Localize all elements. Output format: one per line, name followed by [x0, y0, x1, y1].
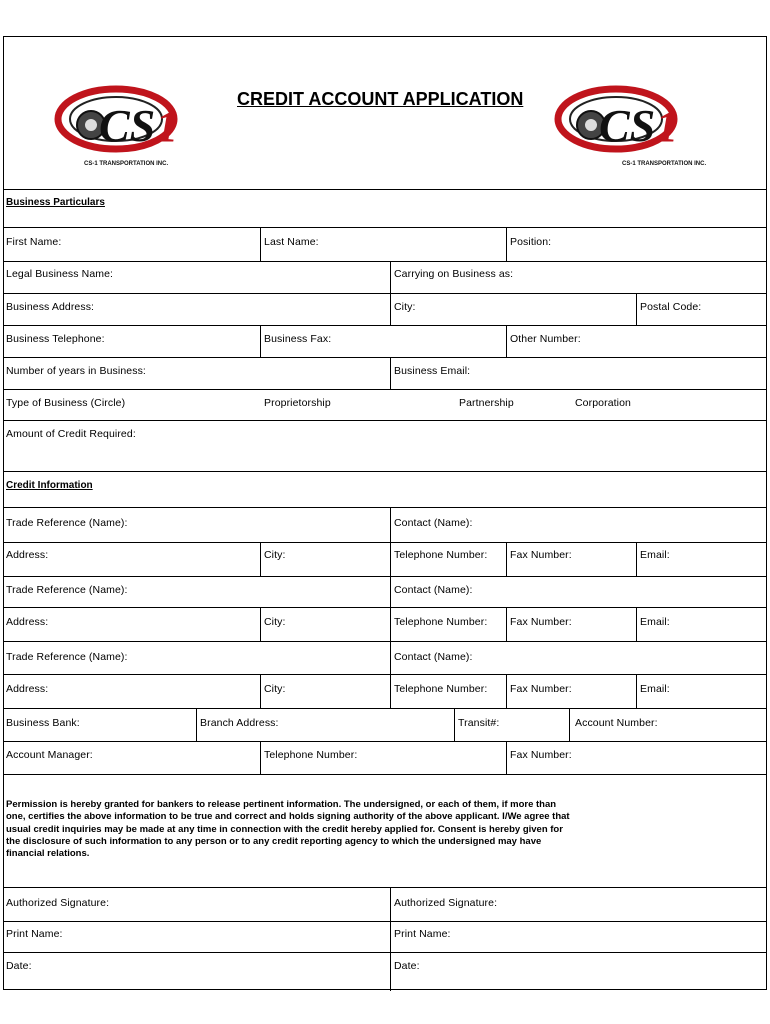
divider — [636, 542, 637, 576]
credit-application-form — [3, 36, 767, 990]
business-fax-field[interactable]: Business Fax: — [264, 333, 332, 345]
permission-line: Permission is hereby granted for bankers to release pertinent information. The undersigned, or each of them, if more than — [6, 799, 557, 810]
bank-fax-field[interactable]: Fax Number: — [510, 749, 572, 761]
page-title: CREDIT ACCOUNT APPLICATION — [237, 89, 524, 109]
proprietorship-option[interactable]: Proprietorship — [264, 397, 331, 409]
divider — [4, 741, 766, 742]
divider — [506, 325, 507, 357]
contact-3-field[interactable]: Contact (Name): — [394, 651, 473, 663]
credit-required-field[interactable]: Amount of Credit Required: — [6, 428, 136, 440]
section-business-particulars: Business Particulars — [6, 197, 105, 208]
business-bank-field[interactable]: Business Bank: — [6, 717, 80, 729]
divider — [260, 542, 261, 576]
fax-1-field[interactable]: Fax Number: — [510, 549, 572, 561]
svg-text:CS: CS — [99, 100, 156, 151]
divider — [4, 774, 766, 775]
divider — [4, 189, 766, 190]
divider — [4, 357, 766, 358]
telephone-1-field[interactable]: Telephone Number: — [394, 549, 488, 561]
divider — [4, 507, 766, 508]
years-in-business-field[interactable]: Number of years in Business: — [6, 365, 146, 377]
divider — [4, 952, 766, 953]
divider — [636, 293, 637, 325]
first-name-field[interactable]: First Name: — [6, 236, 62, 248]
email-2-field[interactable]: Email: — [640, 616, 670, 628]
divider — [4, 887, 766, 888]
business-email-field[interactable]: Business Email: — [394, 365, 471, 377]
authorized-signature-1-field[interactable]: Authorized Signature: — [6, 897, 110, 909]
telephone-3-field[interactable]: Telephone Number: — [394, 683, 488, 695]
carrying-on-business-field[interactable]: Carrying on Business as: — [394, 268, 514, 280]
bank-telephone-field[interactable]: Telephone Number: — [264, 749, 358, 761]
divider — [390, 887, 391, 991]
divider — [506, 542, 507, 576]
logo-caption-left: CS-1 TRANSPORTATION INC. — [84, 161, 169, 167]
telephone-2-field[interactable]: Telephone Number: — [394, 616, 488, 628]
svg-text:1: 1 — [156, 102, 178, 151]
divider — [4, 420, 766, 421]
divider — [506, 674, 507, 708]
postal-code-field[interactable]: Postal Code: — [640, 301, 702, 313]
branch-address-field[interactable]: Branch Address: — [200, 717, 279, 729]
divider — [4, 542, 766, 543]
transit-field[interactable]: Transit#: — [458, 717, 500, 729]
divider — [569, 708, 570, 741]
logo-caption-right: CS-1 TRANSPORTATION INC. — [622, 161, 707, 167]
account-number-field[interactable]: Account Number: — [575, 717, 658, 729]
trade-reference-1-field[interactable]: Trade Reference (Name): — [6, 517, 128, 529]
business-telephone-field[interactable]: Business Telephone: — [6, 333, 105, 345]
company-logo-left — [44, 67, 219, 187]
date-1-field[interactable]: Date: — [6, 960, 32, 972]
city-2-field[interactable]: City: — [264, 616, 286, 628]
divider — [260, 607, 261, 641]
city-field[interactable]: City: — [394, 301, 416, 313]
divider — [506, 607, 507, 641]
permission-line: usual credit inquiries may be made at any time in connection with the credit hereby applied for. Consent is hereby given for — [6, 823, 563, 835]
divider — [636, 674, 637, 708]
last-name-field[interactable]: Last Name: — [264, 236, 319, 248]
print-name-1-field[interactable]: Print Name: — [6, 928, 63, 940]
divider — [4, 576, 766, 577]
svg-text:CS: CS — [599, 100, 656, 151]
company-logo-right — [544, 67, 719, 187]
fax-2-field[interactable]: Fax Number: — [510, 616, 572, 628]
contact-2-field[interactable]: Contact (Name): — [394, 584, 473, 596]
divider — [4, 674, 766, 675]
type-of-business-label: Type of Business (Circle) — [6, 397, 126, 409]
divider — [506, 741, 507, 774]
divider — [4, 227, 766, 228]
divider — [506, 227, 507, 261]
city-3-field[interactable]: City: — [264, 683, 286, 695]
divider — [260, 227, 261, 261]
divider — [636, 607, 637, 641]
divider — [4, 261, 766, 262]
business-address-field[interactable]: Business Address: — [6, 301, 95, 313]
contact-1-field[interactable]: Contact (Name): — [394, 517, 473, 529]
divider — [390, 357, 391, 389]
divider — [4, 708, 766, 709]
other-number-field[interactable]: Other Number: — [510, 333, 581, 345]
divider — [4, 389, 766, 390]
divider — [260, 674, 261, 708]
divider — [4, 607, 766, 608]
svg-text:1: 1 — [656, 102, 678, 151]
account-manager-field[interactable]: Account Manager: — [6, 749, 93, 761]
divider — [196, 708, 197, 741]
address-3-field[interactable]: Address: — [6, 683, 49, 695]
print-name-2-field[interactable]: Print Name: — [394, 928, 451, 940]
permission-line: one, certifies the above information to be true and correct and holds signing authority of the above applicant. I/We agree that — [6, 811, 570, 823]
section-credit-information: Credit Information — [6, 480, 93, 491]
fax-3-field[interactable]: Fax Number: — [510, 683, 572, 695]
corporation-option[interactable]: Corporation — [575, 397, 631, 409]
email-1-field[interactable]: Email: — [640, 549, 670, 561]
address-1-field[interactable]: Address: — [6, 549, 49, 561]
divider — [4, 293, 766, 294]
divider — [4, 325, 766, 326]
divider — [4, 471, 766, 472]
divider — [390, 261, 391, 325]
permission-paragraph — [6, 799, 646, 860]
legal-business-name-field[interactable]: Legal Business Name: — [6, 268, 114, 280]
divider — [260, 741, 261, 774]
divider — [390, 507, 391, 708]
position-field[interactable]: Position: — [510, 236, 552, 248]
divider — [454, 708, 455, 741]
divider — [260, 325, 261, 357]
trade-reference-3-field[interactable]: Trade Reference (Name): — [6, 651, 128, 663]
permission-line: the disclosure of such information to any person or to any credit reporting agency to which the undersigned may have — [6, 835, 542, 847]
authorized-signature-2-field[interactable]: Authorized Signature: — [394, 897, 498, 909]
email-3-field[interactable]: Email: — [640, 683, 670, 695]
partnership-option[interactable]: Partnership — [459, 397, 514, 409]
city-1-field[interactable]: City: — [264, 549, 286, 561]
trade-reference-2-field[interactable]: Trade Reference (Name): — [6, 584, 128, 596]
date-2-field[interactable]: Date: — [394, 960, 420, 972]
permission-line: financial relations. — [6, 848, 90, 860]
divider — [4, 921, 766, 922]
address-2-field[interactable]: Address: — [6, 616, 49, 628]
divider — [4, 641, 766, 642]
